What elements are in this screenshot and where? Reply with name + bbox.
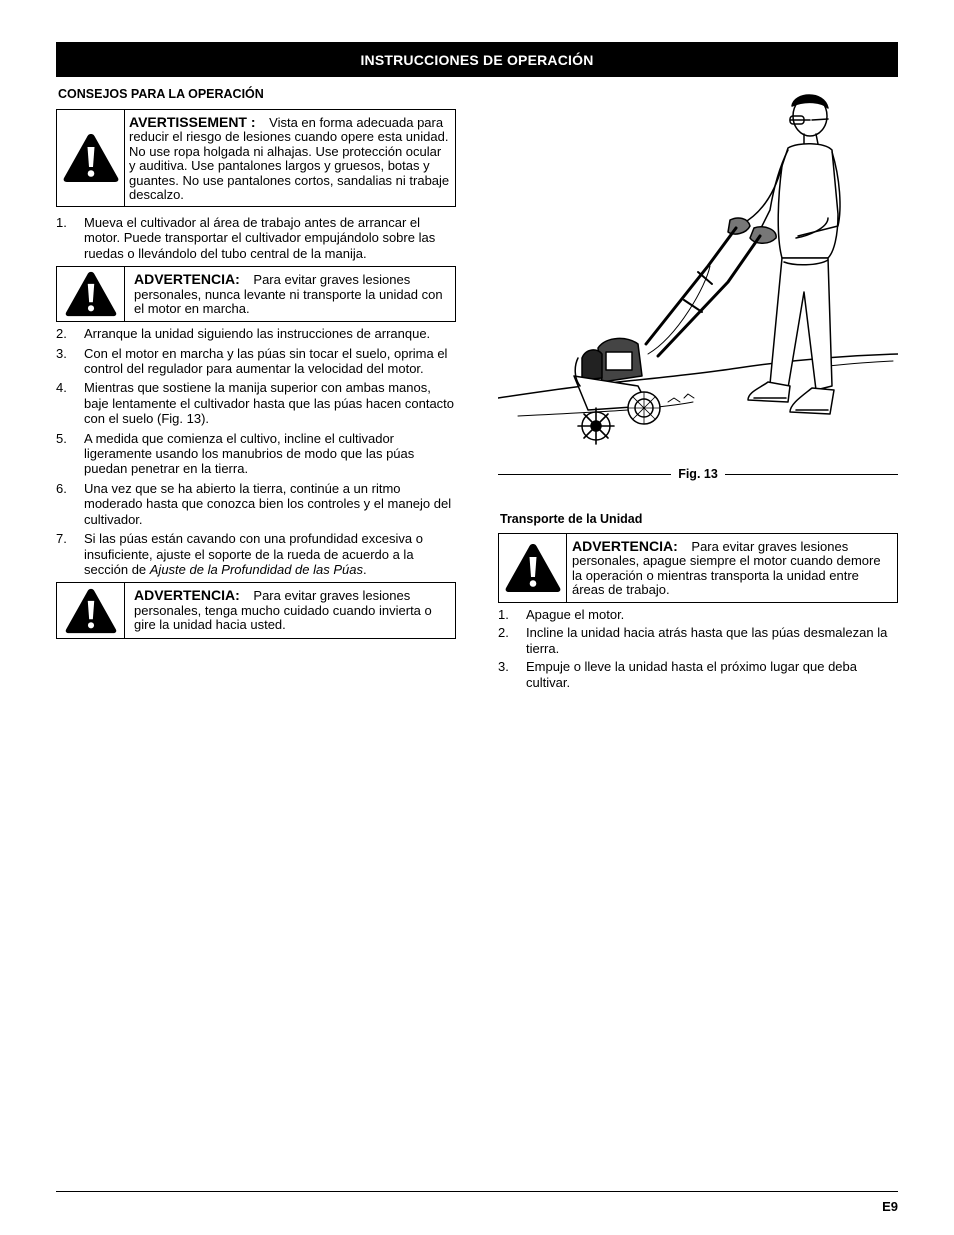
step-text: [84, 531, 456, 577]
step-text-part: .: [362, 561, 367, 577]
warning-text-transport: [567, 534, 897, 602]
caption-rule-right: [725, 474, 898, 475]
step-text-part: Si las púas están cavando con una profundidad excesiva o insuficiente, ajuste el soporte de la rueda de acuerdo a la sección de: [84, 531, 423, 577]
warning-triangle-icon: [504, 542, 562, 594]
list-item: [56, 431, 456, 477]
warning-triangle-icon: [62, 587, 120, 635]
caption-rule-left: [498, 474, 671, 475]
step-text: Apague el motor.: [526, 607, 625, 622]
warning-box-lift: [56, 266, 456, 322]
warning-box-reverse: [56, 582, 456, 639]
list-item: [56, 326, 456, 341]
warning-box-clothing: [56, 109, 456, 207]
step-text: Mueva el cultivador al área de trabajo antes de arrancar el motor. Puede transportar el cultivador empujándolo sobre las ruedas o llevándolo del tubo central de la manija.: [84, 215, 436, 261]
step-number: 7.: [56, 531, 67, 547]
step-number: 5.: [56, 430, 67, 446]
warning-triangle-icon: [62, 270, 120, 318]
warning-body: Para evitar graves lesiones personales, apague siempre el motor cuando demore la operación o mientras transporta la unidad entre áreas de trabajo.: [572, 539, 881, 598]
warning-text-clothing: [125, 110, 455, 206]
warning-icon-cell: [499, 534, 567, 602]
figure-caption: [498, 466, 898, 482]
transport-steps-list: [498, 607, 898, 690]
list-item: [56, 380, 456, 426]
list-item: [56, 531, 456, 577]
step-text: Una vez que se ha abierto la tierra, continúe a un ritmo moderado hasta que conozca bien los controles y el manejo del cultivador.: [84, 480, 452, 527]
step-number: 1.: [56, 215, 67, 230]
warning-label: ADVERTENCIA:: [134, 587, 240, 604]
list-item: [498, 625, 898, 656]
footer-rule: [56, 1191, 898, 1192]
steps-list-a: [56, 215, 456, 261]
warning-icon-cell: [57, 110, 125, 206]
step-text: Con el motor en marcha y las púas sin tocar el suelo, oprima el control del regulador para aumentar la velocidad del motor.: [84, 345, 448, 377]
step-number: 3.: [498, 659, 509, 675]
warning-triangle-icon: [62, 132, 120, 184]
step-number: 2.: [56, 326, 67, 342]
warning-label: ADVERTENCIA:: [572, 538, 678, 554]
left-column: [56, 86, 456, 639]
warning-text-reverse: [125, 583, 455, 638]
step-text: Mientras que sostiene la manija superior con ambas manos, baje lentamente el cultivador hasta que las púas hacen contacto con el suelo (Fig. 13).: [84, 380, 455, 427]
right-column: [498, 86, 898, 690]
operation-tips-title: CONSEJOS PARA LA OPERACIÓN: [58, 87, 264, 101]
section-header-title: INSTRUCCIONES DE OPERACIÓN: [360, 51, 594, 68]
step-text: A medida que comienza el cultivo, incline el cultivador ligeramente usando los manubrios de modo que las púas puedan penetrar en la tierra.: [84, 430, 415, 477]
tiller-operator-illustration: [498, 86, 898, 456]
step-number: 1.: [498, 607, 509, 622]
step-text-italic-reference: Ajuste de la Profundidad de las Púas: [149, 561, 363, 577]
step-number: 6.: [56, 480, 67, 496]
list-item: [56, 215, 456, 261]
step-number: 3.: [56, 345, 67, 361]
warning-body: Para evitar graves lesiones personales, tenga mucho cuidado cuando invierta o gire la unidad hacia usted.: [134, 588, 432, 633]
warning-box-transport: [498, 533, 898, 603]
warning-icon-cell: [57, 583, 125, 638]
step-text: Arranque la unidad siguiendo las instrucciones de arranque.: [84, 326, 431, 342]
step-text: Incline la unidad hacia atrás hasta que las púas desmalezan la tierra.: [526, 625, 888, 656]
list-item: [498, 659, 898, 690]
transport-title: Transporte de la Unidad: [500, 512, 643, 526]
step-text: Empuje o lleve la unidad hasta el próximo lugar que deba cultivar.: [526, 659, 857, 690]
list-item: [498, 607, 898, 622]
warning-body: Para evitar graves lesiones personales, nunca levante ni transporte la unidad con el motor en marcha.: [134, 272, 443, 317]
figure-13: [498, 86, 898, 486]
warning-body: Vista en forma adecuada para reducir el riesgo de lesiones cuando opere esta unidad. No use ropa holgada ni alhajas. Use protección ocular y auditiva. Use pantalones largos y gruesos, botas y guantes. No use pantalones cortos, sandalias ni trabaje descalzo.: [129, 115, 450, 203]
page-number: E9: [882, 1199, 898, 1214]
warning-label: ADVERTENCIA:: [134, 271, 240, 288]
step-number: 2.: [498, 625, 509, 641]
section-header-bar: [56, 42, 898, 77]
steps-list-b: [56, 326, 456, 577]
list-item: [56, 481, 456, 527]
warning-icon-cell: [57, 267, 125, 321]
warning-text-lift: [125, 267, 455, 321]
list-item: [56, 346, 456, 377]
step-number: 4.: [56, 380, 67, 396]
figure-label: Fig. 13: [678, 467, 718, 481]
warning-label: AVERTISSEMENT :: [129, 114, 256, 130]
